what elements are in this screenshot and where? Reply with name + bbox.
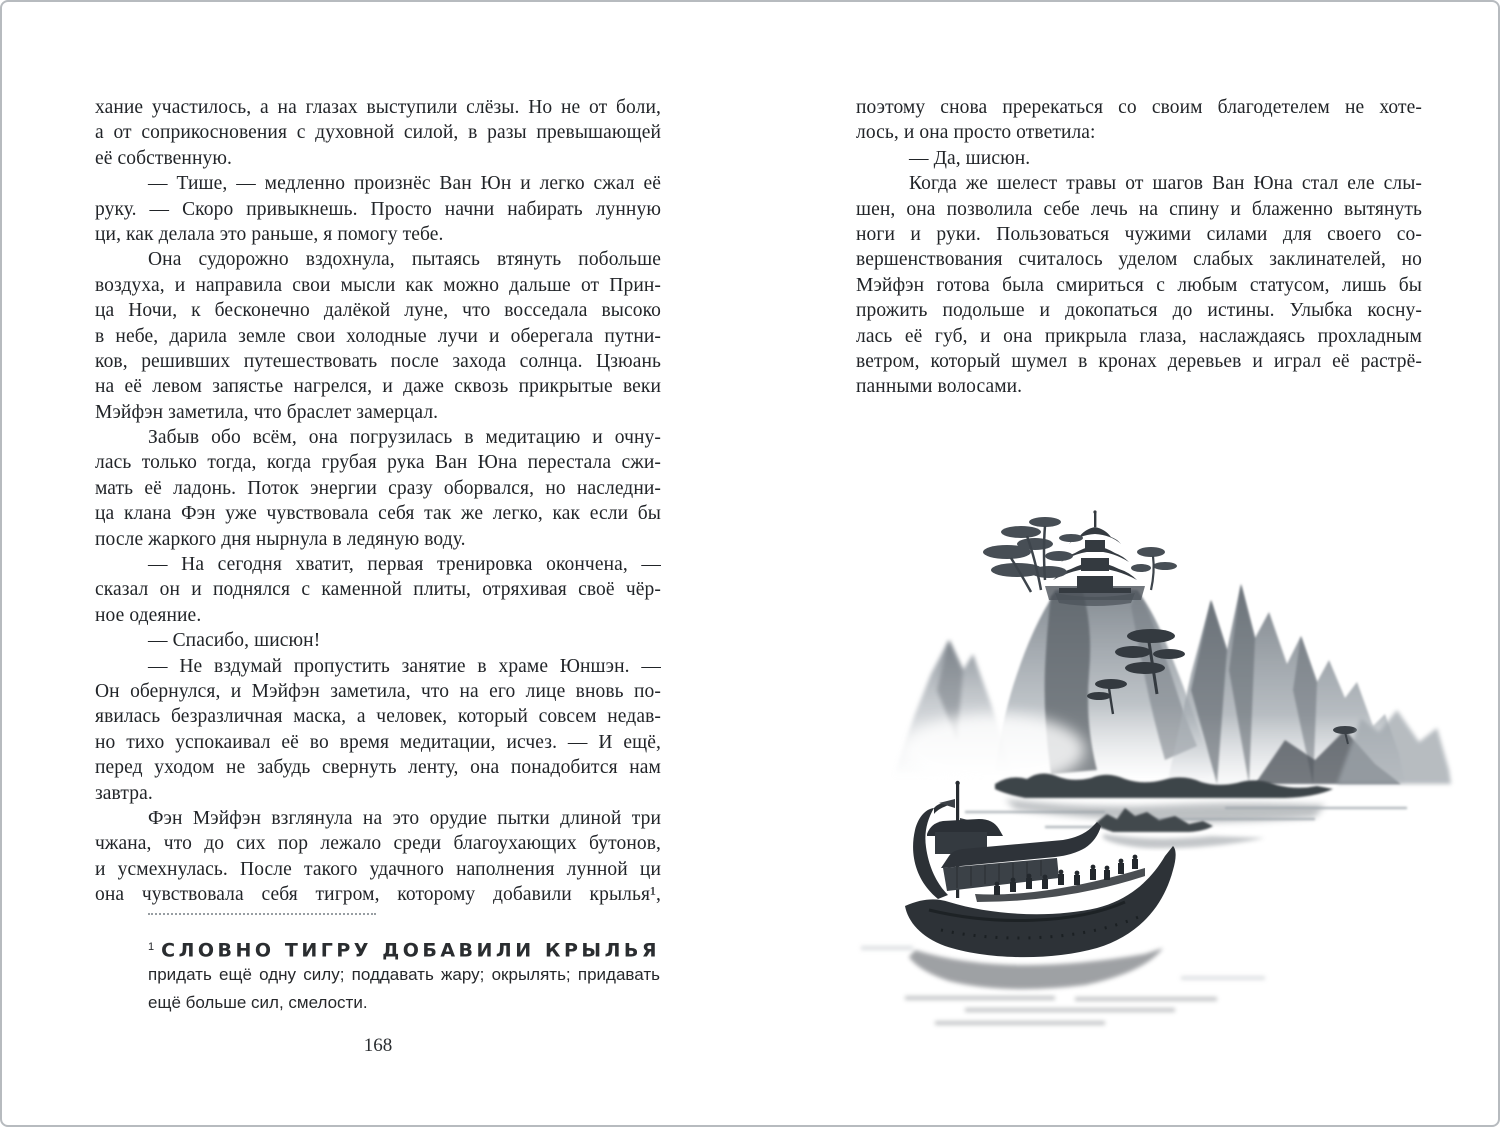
text-line: — Да, шисюн.	[909, 147, 1031, 169]
footnote-marker: 1	[148, 941, 155, 953]
text-line: ветром, который шумел в кронах деревьев и играл её растрё-	[856, 350, 1422, 372]
text-line: ков, решивших путешествовать после захода солнца. Цзюань	[95, 350, 661, 372]
text-line: Забыв обо всём, она погрузилась в медитацию и очну-	[148, 427, 661, 449]
text-line: Когда же шелест травы от шагов Ван Юна стал еле слы-	[909, 173, 1422, 195]
text-line: лась только тогда, когда грубая рука Ван Юна перестала сжи-	[95, 452, 661, 474]
footnote-separator	[148, 913, 376, 915]
text-line: лось, и она просто ответила:	[856, 122, 1096, 144]
boat-reflection	[861, 948, 1265, 1023]
text-line: поэтому снова пререкаться со своим благодетелем не хоте-	[856, 97, 1422, 118]
text-line: явилась безразличная маска, а человек, который совсем недав-	[95, 706, 661, 728]
page-number: 168	[363, 1035, 393, 1056]
text-line: шен, она позволила себе лечь на спину и блаженно вытянуть	[856, 198, 1422, 220]
text-line: панными волосами.	[856, 376, 1023, 398]
footnote-term: СЛОВНО ТИГРУ ДОБАВИЛИ КРЫЛЬЯ	[161, 939, 660, 961]
text-line: она чувствовала себя тигром, которому добавили крылья¹,	[95, 884, 661, 906]
text-line: её собственную.	[95, 147, 233, 169]
text-line: ца клана Фэн уже чувствовала себя так же легко, как если бы	[95, 503, 661, 525]
text-line: мать её ладонь. Поток энергии сразу оборвался, но наследни-	[95, 477, 661, 499]
body-text-left	[95, 95, 661, 908]
text-line: ное одеяние.	[95, 604, 202, 626]
text-line: — На сегодня хватит, первая тренировка окончена, —	[148, 554, 661, 576]
text-line: но тихо успокаивал её во время медитации, исчез. — И ещё,	[95, 731, 661, 753]
text-line: лась её губ, и она прикрыла глаза, наслаждаясь прохладным	[856, 325, 1422, 347]
text-line: Она судорожно вздохнула, пытаясь втянуть побольше	[148, 249, 661, 271]
text-line: в небе, дарила земле свои холодные лучи и оберегала путни-	[95, 325, 661, 347]
text-line: ноги и руки. Пользоваться чужими силами для своего со-	[856, 223, 1422, 245]
footnote-line: придать ещё одну силу; поддавать жару; окрылять; придавать	[148, 965, 660, 984]
text-line: завтра.	[95, 782, 153, 804]
text-line: перед уходом не забудь свернуть ленту, она понадобится нам	[95, 757, 661, 779]
ink-landscape-illustration	[845, 478, 1457, 1036]
body-text-right	[856, 95, 1422, 400]
text-line: руку. — Скоро привыкнешь. Просто начни набирать лунную	[95, 198, 661, 220]
text-line: Мэйфэн готова была смириться с любым статусом, лишь бы	[856, 274, 1422, 296]
footnote	[148, 933, 660, 1017]
text-line: — Спасибо, шисюн!	[148, 630, 321, 652]
text-line: прожить подольше и докопаться до истины. Улыбка косну-	[856, 300, 1422, 322]
text-line: — Не вздумай пропустить занятие в храме Юншэн. —	[148, 655, 661, 677]
text-line: Мэйфэн заметила, что браслет замерцал.	[95, 401, 439, 423]
text-line: на её левом запястье нагрелся, и даже сквозь прикрытые веки	[95, 376, 661, 398]
text-line: после жаркого дня нырнула в ледяную воду.	[95, 528, 466, 550]
footnote-line: ещё больше сил, смелости.	[148, 993, 368, 1012]
text-line: воздуха, и направила свои мысли как можно дальше от Прин-	[95, 274, 661, 296]
text-line: и усмехнулась. После такого удачного наполнения лунной ци	[95, 858, 661, 880]
text-line: а от соприкосновения с духовной силой, в разы превышающей	[95, 122, 661, 144]
text-line: Он обернулся, и Мэйфэн заметила, что на его лице вновь по-	[95, 680, 661, 702]
text-line: Фэн Мэйфэн взглянула на это орудие пытки длиной три	[148, 807, 661, 829]
text-line: вершенствования считалось уделом слабых заклинателей, но	[856, 249, 1422, 271]
text-line: ци, как делала это раньше, я помогу тебе.	[95, 223, 444, 245]
footnote-line	[148, 933, 660, 961]
text-line: — Тише, — медленно произнёс Ван Юн и легко сжал её	[148, 173, 661, 195]
text-line: хание участилось, а на глазах выступили слёзы. Но не от боли,	[95, 97, 661, 118]
text-line: ца Ночи, к бесконечно далёкой луне, что восседала высоко	[95, 300, 661, 322]
text-line: чжана, что до сих пор лежало среди благоухающих бутонов,	[95, 833, 661, 855]
text-line: сказал он и поднялся с каменной плиты, отряхивая своё чёр-	[95, 579, 661, 601]
